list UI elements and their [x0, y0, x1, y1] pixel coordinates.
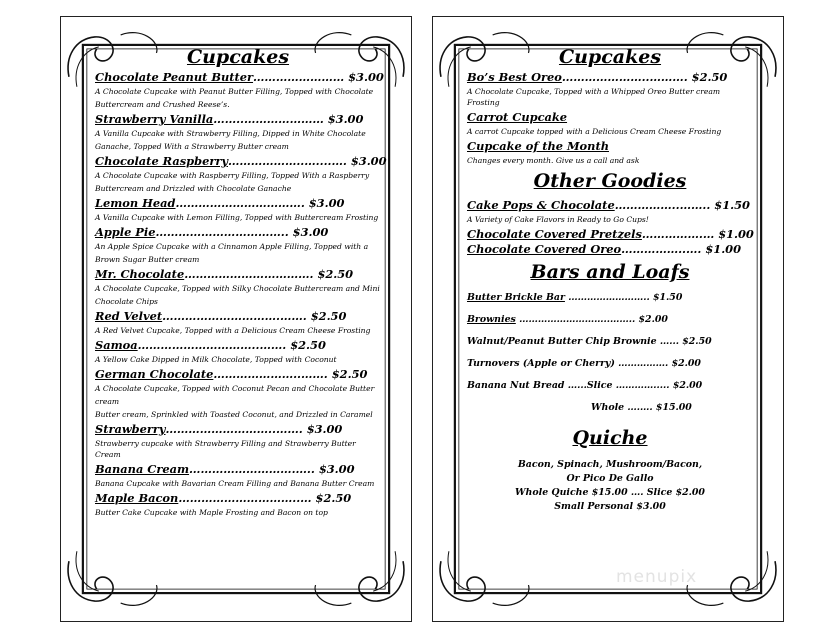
menu-item-description: Chocolate Chips — [95, 297, 158, 306]
menu-item-leader: …………………………….. — [155, 225, 289, 239]
menu-item-description: Changes every month. Give us a call and ask — [467, 156, 640, 165]
menu-item-description: Brown Sugar Butter cream — [95, 255, 200, 264]
left-menu-panel — [60, 16, 412, 622]
quiche-line: Bacon, Spinach, Mushroom/Bacon, — [517, 459, 703, 470]
menu-item-name: Samoa — [95, 338, 138, 352]
menu-item-price: $2.50 — [310, 309, 347, 323]
other-goodies-list — [467, 198, 753, 256]
menu-item-name: Mr. Chocolate — [95, 267, 185, 281]
bars-item-name: Brownies — [467, 314, 516, 325]
menu-item-description: cream — [95, 397, 120, 406]
menu-item-description: A Chocolate Cupcake with Peanut Butter Filling, Topped with Chocolate — [95, 87, 374, 96]
menu-item — [95, 196, 381, 210]
menu-item-description: A Chocolate Cupcake with Raspberry Filling, Topped With a Raspberry — [95, 171, 370, 180]
bars-item-price: $2.50 — [682, 336, 712, 347]
menu-item — [95, 225, 381, 239]
bars-item-name: Turnovers (Apple or Cherry) — [467, 358, 615, 369]
menu-item — [95, 267, 381, 281]
menu-item-leader: …………………………..… — [178, 491, 312, 505]
bars-item-price: $2.00 — [671, 358, 701, 369]
bars-item-leader: ……………. — [618, 358, 669, 369]
menupix-watermark: menupix — [616, 567, 698, 587]
menu-item-description: Ganache, Topped With a Strawberry Butter cream — [95, 142, 289, 151]
menu-item — [95, 338, 381, 352]
bars-item — [467, 380, 753, 392]
menu-item-name: Strawberry — [95, 422, 166, 436]
bars-item — [467, 358, 753, 370]
menu-item-description: Butter Cake Cupcake with Maple Frosting and Bacon on top — [95, 508, 328, 517]
menu-item-name: Strawberry Vanilla — [95, 112, 214, 126]
menu-item-leader: …………………… — [253, 70, 345, 84]
menu-item-description: Buttercream and Crushed Reese’s. — [95, 100, 230, 109]
menu-item-description: A Red Velvet Cupcake, Topped with a Delicious Cream Cheese Frosting — [95, 326, 371, 335]
bars-item-leader: …...Slice …………..... — [567, 380, 670, 391]
menu-item-name: Maple Bacon — [95, 491, 179, 505]
bars-item-leader: …………………….. — [568, 292, 650, 303]
menu-item-price: $3.00 — [292, 225, 329, 239]
menu-item-description: A Chocolate Cupcake, Topped with a Whipped Oreo Butter cream Frosting — [467, 87, 721, 107]
menu-item-leader: ………………………….……. — [162, 309, 307, 323]
menu-item-description: A Chocolate Cupcake, Topped with Silky Chocolate Buttercream and Mini — [95, 284, 380, 293]
menu-item-description: A Vanilla Cupcake with Strawberry Filling, Dipped in White Chocolate — [95, 129, 366, 138]
menu-item-price: $1.00 — [705, 242, 742, 256]
menu-item-price: $1.50 — [714, 198, 750, 212]
quiche-line: Or Pico De Gallo — [566, 473, 654, 484]
bars-item-name: Walnut/Peanut Butter Chip Brownie — [467, 336, 657, 347]
bars-item-price: $1.50 — [653, 292, 683, 303]
bars-item — [467, 292, 753, 304]
menu-item-description: Banana Cupcake with Bavarian Cream Filling and Banana Butter Cream — [95, 479, 375, 488]
menu-item — [467, 70, 753, 84]
menu-item-name: Cake Pops & Chocolate — [467, 198, 615, 212]
menu-item-name: Bo’s Best Oreo — [467, 70, 562, 84]
bars-item-price: $2.00 — [672, 380, 703, 391]
right-cupcakes-list — [467, 70, 753, 166]
menu-item-name: Chocolate Peanut Butter — [95, 70, 254, 84]
menu-item — [95, 154, 387, 168]
menu-item-leader: ……………………………. — [175, 196, 305, 210]
bars-item-price: $2.00 — [638, 314, 668, 325]
menu-item-leader: ……………………………. — [184, 267, 314, 281]
menu-item — [95, 462, 381, 476]
menu-item — [95, 367, 381, 381]
bars-item-leader: ………………………..…….. — [519, 314, 636, 325]
menu-item-price: $1.00 — [718, 227, 754, 241]
menu-item-name: Lemon Head — [95, 196, 176, 210]
menu-item-description: A Chocolate Cupcake, Topped with Coconut Pecan and Chocolate Butter — [95, 384, 375, 393]
menu-item-leader: …………………………..……. — [137, 338, 287, 352]
menu-item-price: $2.50 — [691, 70, 728, 84]
menu-item-leader: ……..………………… — [213, 112, 324, 126]
menu-item — [95, 70, 384, 84]
menu-item-name: Banana Cream — [95, 462, 190, 476]
menu-item-name: German Chocolate — [95, 367, 214, 381]
bars-item-name: Banana Nut Bread — [467, 380, 565, 391]
menu-item — [95, 422, 381, 436]
bars-item-name: Butter Brickle Bar — [467, 292, 565, 303]
menu-item-name: Carrot Cupcake — [467, 110, 568, 124]
menu-item-price: $2.50 — [317, 267, 354, 281]
quiche-line: Whole Quiche $15.00 …. Slice $2.00 — [515, 487, 705, 498]
menu-item-description: An Apple Spice Cupcake with a Cinnamon Apple Filling, Topped with a — [95, 242, 369, 251]
menu-item-name: Cupcake of the Month — [467, 139, 609, 153]
other-goodies-title: Other Goodies — [533, 170, 687, 192]
quiche-line: Small Personal $3.00 — [554, 501, 666, 512]
menu-item-description: Strawberry cupcake with Strawberry Filling and Strawberry Butter Cream — [95, 439, 356, 459]
menu-item-leader: …………………..………. — [561, 70, 688, 84]
menu-item-leader: ……………..…. — [621, 242, 702, 256]
menu-item — [95, 112, 381, 126]
menu-item-description: A Yellow Cake Dipped in Milk Chocolate, Topped with Coconut — [95, 355, 337, 364]
menu-item-description: A Vanilla Cupcake with Lemon Filling, Topped with Buttercream Frosting — [95, 213, 379, 222]
menu-item-price: $3.00 — [308, 196, 345, 210]
menu-item-price: $2.50 — [315, 491, 352, 505]
menu-item-leader: ……………..…….. — [614, 198, 711, 212]
menu-item-description: A Variety of Cake Flavors in Ready to Go Cups! — [467, 215, 649, 224]
menu-item-price: $3.00 — [348, 70, 384, 84]
right-menu-content — [467, 45, 753, 514]
menu-item-leader: ……………………….….. — [189, 462, 315, 476]
bars-list — [467, 292, 753, 392]
right-cupcakes-title: Cupcakes — [558, 46, 662, 68]
menu-item-name: Apple Pie — [95, 225, 156, 239]
menu-item-price: $2.50 — [331, 367, 368, 381]
menu-item-name: Chocolate Raspberry — [95, 154, 228, 168]
menu-item-name: Chocolate Covered Pretzels — [467, 227, 642, 241]
menu-item-description: Buttercream and Drizzled with Chocolate Ganache — [95, 184, 292, 193]
menu-item-price: $3.00 — [318, 462, 355, 476]
bars-item — [467, 314, 753, 326]
bars-item — [467, 336, 753, 348]
cupcakes-list — [95, 70, 387, 518]
menu-item — [467, 139, 753, 153]
menu-item — [467, 242, 753, 256]
menu-item-price: $3.00 — [327, 112, 364, 126]
menu-item-name: Chocolate Covered Oreo — [467, 242, 622, 256]
menu-item — [467, 227, 753, 241]
menu-item-leader: ………………..…....…. — [227, 154, 347, 168]
menu-item-price: $2.50 — [290, 338, 326, 352]
menu-item — [95, 491, 381, 505]
bars-and-loafs-title: Bars and Loafs — [530, 261, 690, 283]
menu-item-price: $3.00 — [350, 154, 387, 168]
right-menu-panel — [432, 16, 784, 622]
left-menu-content — [95, 45, 387, 520]
banana-bread-whole-price: Whole ….…. $15.00 — [591, 402, 692, 413]
menu-item-leader: ………………………..……. — [165, 422, 303, 436]
menu-item-leader: …………….… — [641, 227, 715, 241]
menu-item-description: Butter cream, Sprinkled with Toasted Coconut, and Drizzled in Caramel — [95, 410, 373, 419]
menu-item — [467, 198, 753, 212]
cupcakes-title: Cupcakes — [186, 46, 290, 68]
bars-item-leader: …... — [659, 336, 679, 347]
menu-item-leader: …………………..……. — [213, 367, 328, 381]
quiche-title: Quiche — [572, 427, 648, 449]
menu-item — [467, 110, 753, 124]
menu-item-name: Red Velvet — [95, 309, 163, 323]
quiche-details — [467, 458, 753, 514]
menu-item-description: A carrot Cupcake topped with a Delicious Cream Cheese Frosting — [467, 127, 722, 136]
menu-item-price: $3.00 — [306, 422, 343, 436]
menu-item — [95, 309, 381, 323]
